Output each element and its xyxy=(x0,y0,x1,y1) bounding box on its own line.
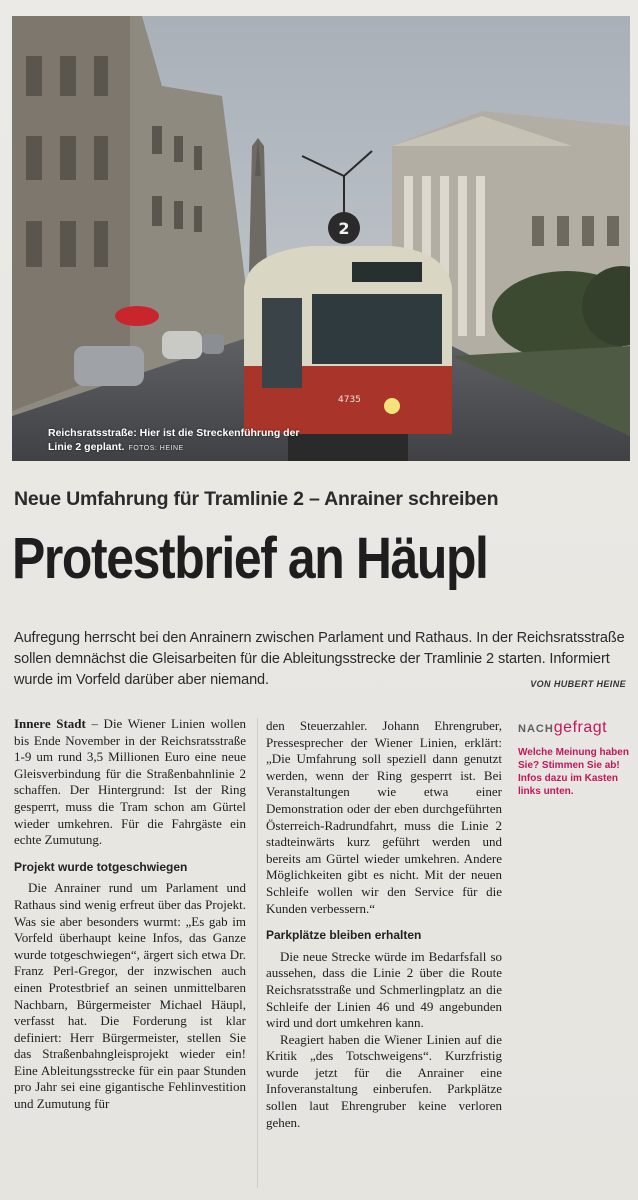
article-lede: Aufregung herrscht bei den Anrainern zwischen Parlament und Rathaus. In der Reichsratsstraße sollen demnächst die Gleisarbeiten für die Ableitungsstrecke der Tramlinie 2 starten. Informiert wurde im Vorfeld darüber aber niemand. xyxy=(14,630,625,688)
dateline: Innere Stadt xyxy=(14,716,86,731)
column-divider xyxy=(257,718,258,1188)
nachgefragt-label-a: NACH xyxy=(518,723,554,735)
subheading: Projekt wurde totgeschwiegen xyxy=(14,859,188,874)
article-headline: Protestbrief an Häupl xyxy=(12,526,488,591)
nachgefragt-text: Welche Meinung haben Sie? Stimmen Sie ab! Infos dazu im Kasten links unten. xyxy=(518,747,629,797)
nachgefragt-label xyxy=(518,718,630,738)
tram-line-number: 2 xyxy=(338,219,350,238)
nachgefragt-label-b: gefragt xyxy=(553,719,608,736)
article-byline: VON HUBERT HEINE xyxy=(530,679,626,689)
article-column-1 xyxy=(14,716,246,1113)
photo-caption-text: Reichsratsstraße: Hier ist die Streckenführung der Linie 2 geplant. xyxy=(48,427,300,453)
nachgefragt-box xyxy=(518,718,630,798)
tram-fleet-number: 4735 xyxy=(338,395,361,405)
article-column-2 xyxy=(266,718,502,1131)
paragraph: Die Anrainer rund um Parlament und Rathaus sind wenig erfreut über das Projekt. Was sie aber besonders wurmt: „Es gab im Vorfeld überhaupt keine Infos, das Ganze wurde totgeschwiegen“, ärgert sich etwa Dr. Franz Perl-Gregor, der inzwischen auch einen Protestbrief an seinen unmittelbaren Nachbarn, Bürgermeister Michael Häupl, verfasst hat. Die Forderung ist klar definiert: Herr Bürgermeister, stellen Sie das Straßenbahngleisprojekt wieder ein! Eine Ableitungsstrecke für ein paar Stunden pro Jahr sei eine gigantische Fehlinvestition und Zumutung für xyxy=(14,880,246,1112)
tram-street-illustration xyxy=(12,16,630,461)
paragraph: den Steuerzahler. Johann Ehrengruber, Pressesprecher der Wiener Linien, erklärt: „Die Umfahrung soll speziell dann genutzt werden, wenn der Ring gesperrt ist. Bei Veranstaltungen wie etwa einer Demonstration oder der eben durchgeführten Österreich-Radrundfahrt, muss die Linie 2 stadteinwärts kurz geführt werden und bereits am Gürtel wieder umkehren. Andere Möglichkeiten gibt es nicht. Mit der neuen Schleife wollen wir den Service für die Kunden verbessern.“ xyxy=(266,718,502,916)
photo-caption xyxy=(48,426,308,456)
paragraph: – Die Wiener Linien wollen bis Ende November in der Reichsratsstraße 1-9 um rund 3,5 Millionen Euro eine neue Gleisverbindung für die Straßenbahnlinie 2 schaffen. Der Hintergrund: Ist der Ring gesperrt, muss die Tram schon am Gürtel wieder umkehren. Für die Fahrgäste ein echte Zumutung. xyxy=(14,716,246,848)
photo-credit: FOTOS: HEINE xyxy=(128,445,184,452)
paragraph: Die neue Strecke würde im Bedarfsfall so aussehen, dass die Linie 2 über die Route Reichsratsstraße und Schmerlingplatz an die Schleife der Linien 46 und 49 angebunden wird und dort umkehren kann. xyxy=(266,948,502,1031)
paragraph: Reagiert haben die Wiener Linien auf die Kritik „des Totschweigens“. Kurzfristig wurde jetzt für die Anrainer eine Infoveranstaltung einberufen. Parkplätze sollen laut Ehrengruber keine verloren gehen. xyxy=(266,1031,502,1130)
article-photo xyxy=(12,16,630,461)
article-kicker: Neue Umfahrung für Tramlinie 2 – Anrainer schreiben xyxy=(14,488,499,510)
subheading: Parkplätze bleiben erhalten xyxy=(266,928,422,943)
